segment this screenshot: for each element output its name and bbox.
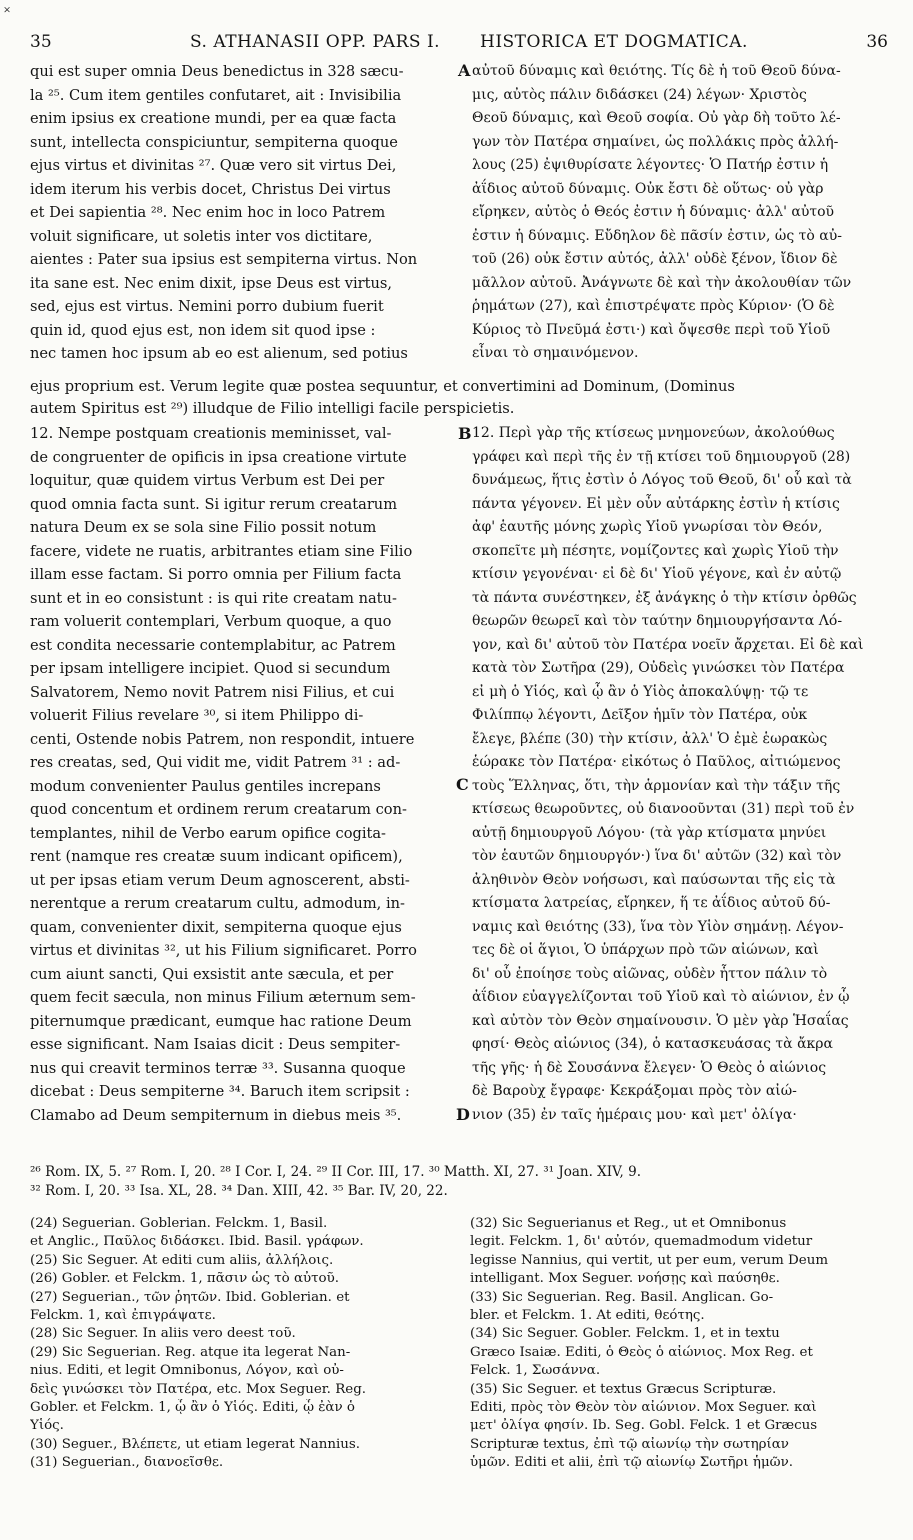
note-line: Scripturæ textus, ἐπὶ τῷ αἰωνίῳ τὴν σωτηρίαν: [470, 1436, 789, 1452]
text-line: idem iterum his verbis docet, Christus Dei virtus: [30, 180, 391, 198]
text-line: κατὰ τὸν Σωτῆρα (29), Οὐδεὶς γινώσκει τὸν Πατέρα: [472, 660, 845, 676]
note-line: bler. et Felckm. 1. At editi, θεότης.: [470, 1307, 705, 1323]
note-line: (34) Sic Seguer. Gobler. Felckm. 1, et in textu: [470, 1326, 780, 1342]
text-line: Clamabo ad Deum sempiternum in diebus meis ³⁵.: [30, 1106, 402, 1124]
text-line: γον, καὶ δι' αὐτοῦ τὸν Πατέρα νοεῖν ἄρχεται. Εἰ δὲ καὶ: [472, 636, 864, 653]
note-line: (27) Seguerian., τῶν ῥητῶν. Ibid. Goblerian. et: [30, 1289, 350, 1305]
text-line: dicebat : Deus sempiterne ³⁴. Baruch item scripsit :: [30, 1083, 410, 1100]
text-line: εἴρηκεν, αὐτὸς ὁ Θεός ἐστιν ἡ δύναμις· ἀλλ' αὐτοῦ: [472, 204, 835, 220]
text-line: σκοπεῖτε μὴ πέσητε, νομίζοντες καὶ χωρὶς Υἱοῦ τὴν: [472, 542, 839, 559]
page-number-left: 35: [30, 32, 52, 52]
text-line: ἀΐδιος αὐτοῦ δύναμις. Οὐκ ἔστι δὲ οὕτως· οὐ γὰρ: [472, 180, 824, 197]
text-line: illam esse factam. Si porro omnia per Filium facta: [30, 566, 402, 583]
text-line: de congruenter de opificis in ipsa creatione virtute: [30, 448, 407, 466]
text-line: cum aiunt sancti, Qui exsistit ante sæcula, et per: [30, 965, 394, 983]
text-line: qui est super omnia Deus benedictus in 328 sæcu-: [30, 63, 404, 80]
text-line: aientes : Pater sua ipsius est sempiterna virtus. Non: [30, 251, 418, 268]
text-line: τες δὲ οἱ ἅγιοι, Ὁ ὑπάρχων πρὸ τῶν αἰώνων, καὶ: [472, 942, 819, 958]
text-line: 12. Nempe postquam creationis meminisset, val-: [30, 425, 392, 442]
text-line: templantes, nihil de Verbo earum opifice cogita-: [30, 824, 386, 842]
margin-letter-a: A: [458, 61, 471, 80]
note-line: et Anglic., Παῦλος διδάσκει. Ibid. Basil. γράφων.: [30, 1234, 364, 1250]
text-line: modum convenienter Paulus gentiles increpans: [30, 777, 381, 795]
text-line: κτίσιν γεγονέναι· εἰ δὲ δι' Υἱοῦ γέγονε, καὶ ἐν αὐτῷ: [472, 566, 842, 582]
text-line: voluerit Filius revelare ³⁰, si item Philippo di-: [30, 707, 364, 724]
text-line: 12. Περὶ γὰρ τῆς κτίσεως μνημονεύων, ἀκολούθως: [472, 425, 835, 441]
text-line: ejus virtus et divinitas ²⁷. Quæ vero sit virtus Dei,: [30, 157, 397, 174]
text-line: res creatas, sed, Qui vidit me, vidit Patrem ³¹ : ad-: [30, 754, 401, 771]
text-line: Θεοῦ δύναμις, καὶ Θεοῦ σοφία. Οὐ γὰρ δὴ τοῦτο λέ-: [472, 110, 841, 126]
latin-column-bottom: [30, 422, 450, 1127]
critical-notes-right: [470, 1215, 890, 1472]
text-line: ἐστιν ἡ δύναμις. Εὔδηλον δὲ πᾶσίν ἐστιν, ὡς τὸ αὐ-: [472, 227, 842, 244]
note-line: (28) Sic Seguer. In aliis vero deest τοῦ.: [30, 1326, 296, 1342]
note-line: (33) Sic Seguerian. Reg. Basil. Anglican. Go-: [470, 1289, 774, 1305]
note-line: (24) Seguerian. Goblerian. Felckm. 1, Basil.: [30, 1216, 328, 1231]
text-line: λους (25) ἐψιθυρίσατε λέγοντες· Ὁ Πατήρ ἐστιν ἡ: [472, 157, 829, 173]
text-line: ἀληθινὸν Θεὸν νοήσωσι, καὶ παύσωνται τῆς εἰς τὰ: [472, 871, 836, 888]
text-line: καὶ αὐτὸν τὸν Θεὸν σημαίνουσιν. Ὁ μὲν γὰρ Ἡσαΐας: [472, 1012, 849, 1029]
text-line: τῆς γῆς· ἡ δὲ Σουσάννα ἔλεγεν· Ὁ Θεὸς ὁ αἰώνιος: [472, 1059, 827, 1076]
text-line: loquitur, quæ quidem virtus Verbum est Dei per: [30, 472, 385, 489]
note-line: Editi, πρὸς τὸν Θεὸν τὸν αἰώνιον. Mox Seguer. καὶ: [470, 1399, 817, 1415]
text-line: γων τὸν Πατέρα σημαίνει, ὡς πολλάκις πρὸς ἀλλή-: [472, 133, 839, 150]
text-line: quam, convenienter dixit, sempiterna quoque ejus: [30, 918, 402, 936]
note-line: Felckm. 1, καὶ ἐπιγράψατε.: [30, 1307, 216, 1323]
text-line: κτίσεως θεωροῦντες, οὐ διανοοῦνται (31) περὶ τοῦ ἐν: [472, 801, 855, 817]
text-line: τὰ πάντα συνέστηκεν, ἐξ ἀνάγκης ὁ τὴν κτίσιν ὀρθῶς: [472, 589, 857, 606]
text-line: la ²⁵. Cum item gentiles confutaret, ait : Invisibilia: [30, 86, 402, 104]
text-line: est condita necessarie contemplabitur, ac Patrem: [30, 636, 396, 654]
text-line: ita sane est. Nec enim dixit, ipse Deus est virtus,: [30, 274, 393, 292]
text-line: εἰ μὴ ὁ Υἱός, καὶ ᾧ ἂν ὁ Υἱὸς ἀποκαλύψῃ· τῷ τε: [472, 683, 809, 700]
text-line: αὐτῇ δημιουργοῦ Λόγου· (τὰ γὰρ κτίσματα μηνύει: [472, 824, 827, 841]
text-line: quod concentum et ordinem rerum creatarum con-: [30, 801, 407, 818]
text-line: δυνάμεως, ἥτις ἐστὶν ὁ Λόγος τοῦ Θεοῦ, δι' οὗ καὶ τὰ: [472, 472, 852, 488]
text-line: sunt, intellecta conspiciuntur, sempiterna quoque: [30, 133, 398, 151]
text-line: esse significant. Nam Isaias dicit : Deus sempiter-: [30, 1036, 401, 1053]
text-line: per ipsam intelligere incipiet. Quod si secundum: [30, 660, 391, 677]
note-line: legisse Nannius, qui vertit, ut per eum, verum Deum: [470, 1252, 829, 1268]
header-title-right: HISTORICA ET DOGMATICA.: [480, 32, 748, 52]
note-line: (32) Sic Seguerianus et Reg., ut et Omnibonus: [470, 1216, 787, 1231]
note-line: Felck. 1, Σωσάννα.: [470, 1363, 601, 1379]
text-line: Salvatorem, Nemo novit Patrem nisi Filius, et cui: [30, 683, 395, 701]
text-line: πάντα γέγονεν. Εἰ μὲν οὖν αὐτάρκης ἐστὶν ἡ κτίσις: [472, 495, 840, 512]
text-line: voluit significare, ut soletis inter vos dictitare,: [30, 227, 373, 245]
reference-line: ³² Rom. I, 20. ³³ Isa. XL, 28. ³⁴ Dan. XIII, 42. ³⁵ Bar. IV, 20, 22.: [30, 1183, 448, 1199]
text-line: virtus et divinitas ³², ut his Filium significaret. Porro: [30, 942, 417, 959]
text-line: μις, αὐτὸς πάλιν διδάσκει (24) λέγων· Χριστὸς: [472, 86, 807, 103]
text-line: quin id, quod ejus est, non idem sit quod ipse :: [30, 321, 376, 339]
note-line: (35) Sic Seguer. et textus Græcus Scripturæ.: [470, 1381, 777, 1397]
text-line: piternumque prædicant, eumque hac ratione Deum: [30, 1012, 412, 1030]
text-line: et Dei sapientia ²⁸. Nec enim hoc in loco Patrem: [30, 204, 386, 221]
note-line: μετ' ὀλίγα φησίν. Ib. Seg. Gobl. Felck. 1 et Græcus: [470, 1418, 818, 1434]
greek-column-top: [472, 60, 888, 366]
text-line: nus qui creavit terminos terræ ³³. Susanna quoque: [30, 1059, 406, 1077]
critical-notes-left: [30, 1215, 460, 1472]
margin-letter-c: C: [456, 775, 469, 794]
text-line: quem fecit sæcula, non minus Filium æternum sem-: [30, 989, 416, 1006]
note-line: ὑμῶν. Editi et alii, ἐπὶ τῷ αἰωνίῳ Σωτῆρι ἡμῶν.: [470, 1455, 793, 1471]
text-line: τοῦ (26) οὐκ ἔστιν αὐτός, ἀλλ' οὐδὲ ξένον, ἴδιον δὲ: [472, 251, 838, 267]
note-line: Υἱός.: [30, 1418, 64, 1434]
text-line: autem Spiritus est ²⁹) illudque de Filio intelligi facile perspicietis.: [30, 400, 515, 417]
text-line: εἶναι τὸ σημαινόμενον.: [472, 345, 639, 361]
page-number-right: 36: [866, 32, 888, 52]
text-line: enim ipsius ex creatione mundi, per ea quæ facta: [30, 110, 397, 127]
text-line: νιον (35) ἐν ταῖς ἡμέραις μου· καὶ μετ' ὀλίγα·: [472, 1106, 797, 1123]
greek-column-bottom: [472, 422, 888, 1127]
corner-mark: ˟: [4, 3, 11, 22]
latin-column-top: [30, 60, 450, 366]
text-line: φησί· Θεὸς αἰώνιος (34), ὁ κατασκευάσας τὰ ἄκρα: [472, 1036, 833, 1052]
text-line: ἀΐδιον εὐαγγελίζονται τοῦ Υἱοῦ καὶ τὸ αἰώνιον, ἐν ᾧ: [472, 989, 850, 1005]
text-line: μᾶλλον αὐτοῦ. Ἀνάγνωτε δὲ καὶ τὴν ἀκολουθίαν τῶν: [472, 274, 852, 291]
text-line: θεωρῶν θεωρεῖ καὶ τὸν ταύτην δημιουργήσαντα Λό-: [472, 613, 843, 629]
note-line: (29) Sic Seguerian. Reg. atque ita legerat Nan-: [30, 1344, 351, 1360]
text-line: sed, ejus est virtus. Nemini porro dubium fuerit: [30, 298, 384, 315]
text-line: natura Deum ex se sola sine Filio possit notum: [30, 519, 377, 536]
reference-line: ²⁶ Rom. IX, 5. ²⁷ Rom. I, 20. ²⁸ I Cor. I, 24. ²⁹ II Cor. III, 17. ³⁰ Matth. XI, 27. ³¹ Joan. XIV, 9.: [30, 1164, 641, 1180]
text-line: τοὺς Ἕλληνας, ὅτι, τὴν ἁρμονίαν καὶ τὴν τάξιν τῆς: [472, 777, 841, 794]
text-line: sunt et in eo consistunt : is qui rite creatam natu-: [30, 589, 397, 607]
text-line: γράφει καὶ περὶ τῆς ἐν τῇ κτίσει τοῦ δημιουργοῦ (28): [472, 448, 851, 465]
full-width-passage: [30, 376, 890, 420]
text-line: αὐτοῦ δύναμις καὶ θειότης. Τίς δὲ ἡ τοῦ Θεοῦ δύνα-: [472, 63, 841, 79]
text-line: nec tamen hoc ipsum ab eo est alienum, sed potius: [30, 345, 408, 362]
note-line: Græco Isaiæ. Editi, ὁ Θεὸς ὁ αἰώνιος. Mox Reg. et: [470, 1344, 813, 1360]
text-line: centi, Ostende nobis Patrem, non respondit, intuere: [30, 730, 415, 748]
text-line: δὲ Βαροὺχ ἔγραφε· Κεκράξομαι πρὸς τὸν αἰώ-: [472, 1083, 797, 1099]
text-line: ἀφ' ἑαυτῆς μόνης χωρὶς Υἱοῦ γνωρίσαι τὸν Θεόν,: [472, 519, 823, 535]
text-line: ejus proprium est. Verum legite quæ postea sequuntur, et convertimini ad Dominum, (Dominus: [30, 378, 735, 395]
text-line: ut per ipsas etiam verum Deum agnoscerent, absti-: [30, 871, 410, 889]
text-line: facere, videte ne ruatis, arbitrantes etiam sine Filio: [30, 542, 413, 560]
margin-letter-b: B: [458, 424, 472, 443]
header-title-left: S. ATHANASII OPP. PARS I.: [190, 32, 441, 52]
note-line: legit. Felckm. 1, δι' αὐτόν, quemadmodum videtur: [470, 1234, 813, 1250]
margin-letter-d: D: [456, 1105, 470, 1124]
note-line: (30) Seguer., Βλέπετε, ut etiam legerat Nannius.: [30, 1436, 361, 1452]
text-line: quod omnia facta sunt. Si igitur rerum creatarum: [30, 495, 398, 513]
text-line: ναμις καὶ θειότης (33), ἵνα τὸν Υἱὸν σημάνῃ. Λέγον-: [472, 918, 844, 935]
text-line: ἑώρακε τὸν Πατέρα· εἰκότως ὁ Παῦλος, αἰτιώμενος: [472, 754, 841, 770]
text-line: nerentque a rerum creatarum cultu, admodum, in-: [30, 895, 405, 912]
note-line: Gobler. et Felckm. 1, ᾧ ἂν ὁ Υἱός. Editi, ᾧ ἐὰν ὁ: [30, 1399, 355, 1415]
text-line: Κύριος τὸ Πνεῦμά ἐστι·) καὶ ὄψεσθε περὶ τοῦ Υἱοῦ: [472, 321, 831, 338]
text-line: rent (namque res creatæ suum indicant opificem),: [30, 848, 403, 865]
text-line: τὸν ἑαυτῶν δημιουργόν·) ἵνα δι' αὐτῶν (32) καὶ τὸν: [472, 848, 842, 864]
text-line: ram voluerit contemplari, Verbum quoque, a quo: [30, 613, 392, 630]
text-line: ῥημάτων (27), καὶ ἐπιστρέψατε πρὸς Κύριον· (Ὁ δὲ: [472, 298, 835, 314]
note-line: intelligant. Mox Seguer. νοήσῃς καὶ παύσηθε.: [470, 1271, 780, 1287]
text-line: κτίσματα λατρείας, εἴρηκεν, ἥ τε ἀΐδιος αὐτοῦ δύ-: [472, 895, 831, 911]
note-line: (25) Sic Seguer. At editi cum aliis, ἀλλήλοις.: [30, 1252, 334, 1268]
text-line: ἔλεγε, βλέπε (30) τὴν κτίσιν, ἀλλ' Ὁ ἐμὲ ἑωρακὼς: [472, 730, 828, 747]
running-header: [30, 32, 888, 54]
note-line: nius. Editi, et legit Omnibonus, Λόγον, καὶ οὐ-: [30, 1363, 344, 1379]
note-line: (26) Gobler. et Felckm. 1, πᾶσιν ὡς τὸ αὐτοῦ.: [30, 1271, 339, 1287]
note-line: (31) Seguerian., διανοεῖσθε.: [30, 1455, 224, 1471]
text-line: δι' οὗ ἐποίησε τοὺς αἰῶνας, οὐδὲν ἧττον πάλιν τὸ: [472, 965, 828, 982]
note-line: δεὶς γινώσκει τὸν Πατέρα, etc. Mox Seguer. Reg.: [30, 1381, 367, 1397]
text-line: Φιλίππῳ λέγοντι, Δεῖξον ἡμῖν τὸν Πατέρα, οὐκ: [472, 707, 808, 723]
scripture-references: [30, 1163, 890, 1201]
